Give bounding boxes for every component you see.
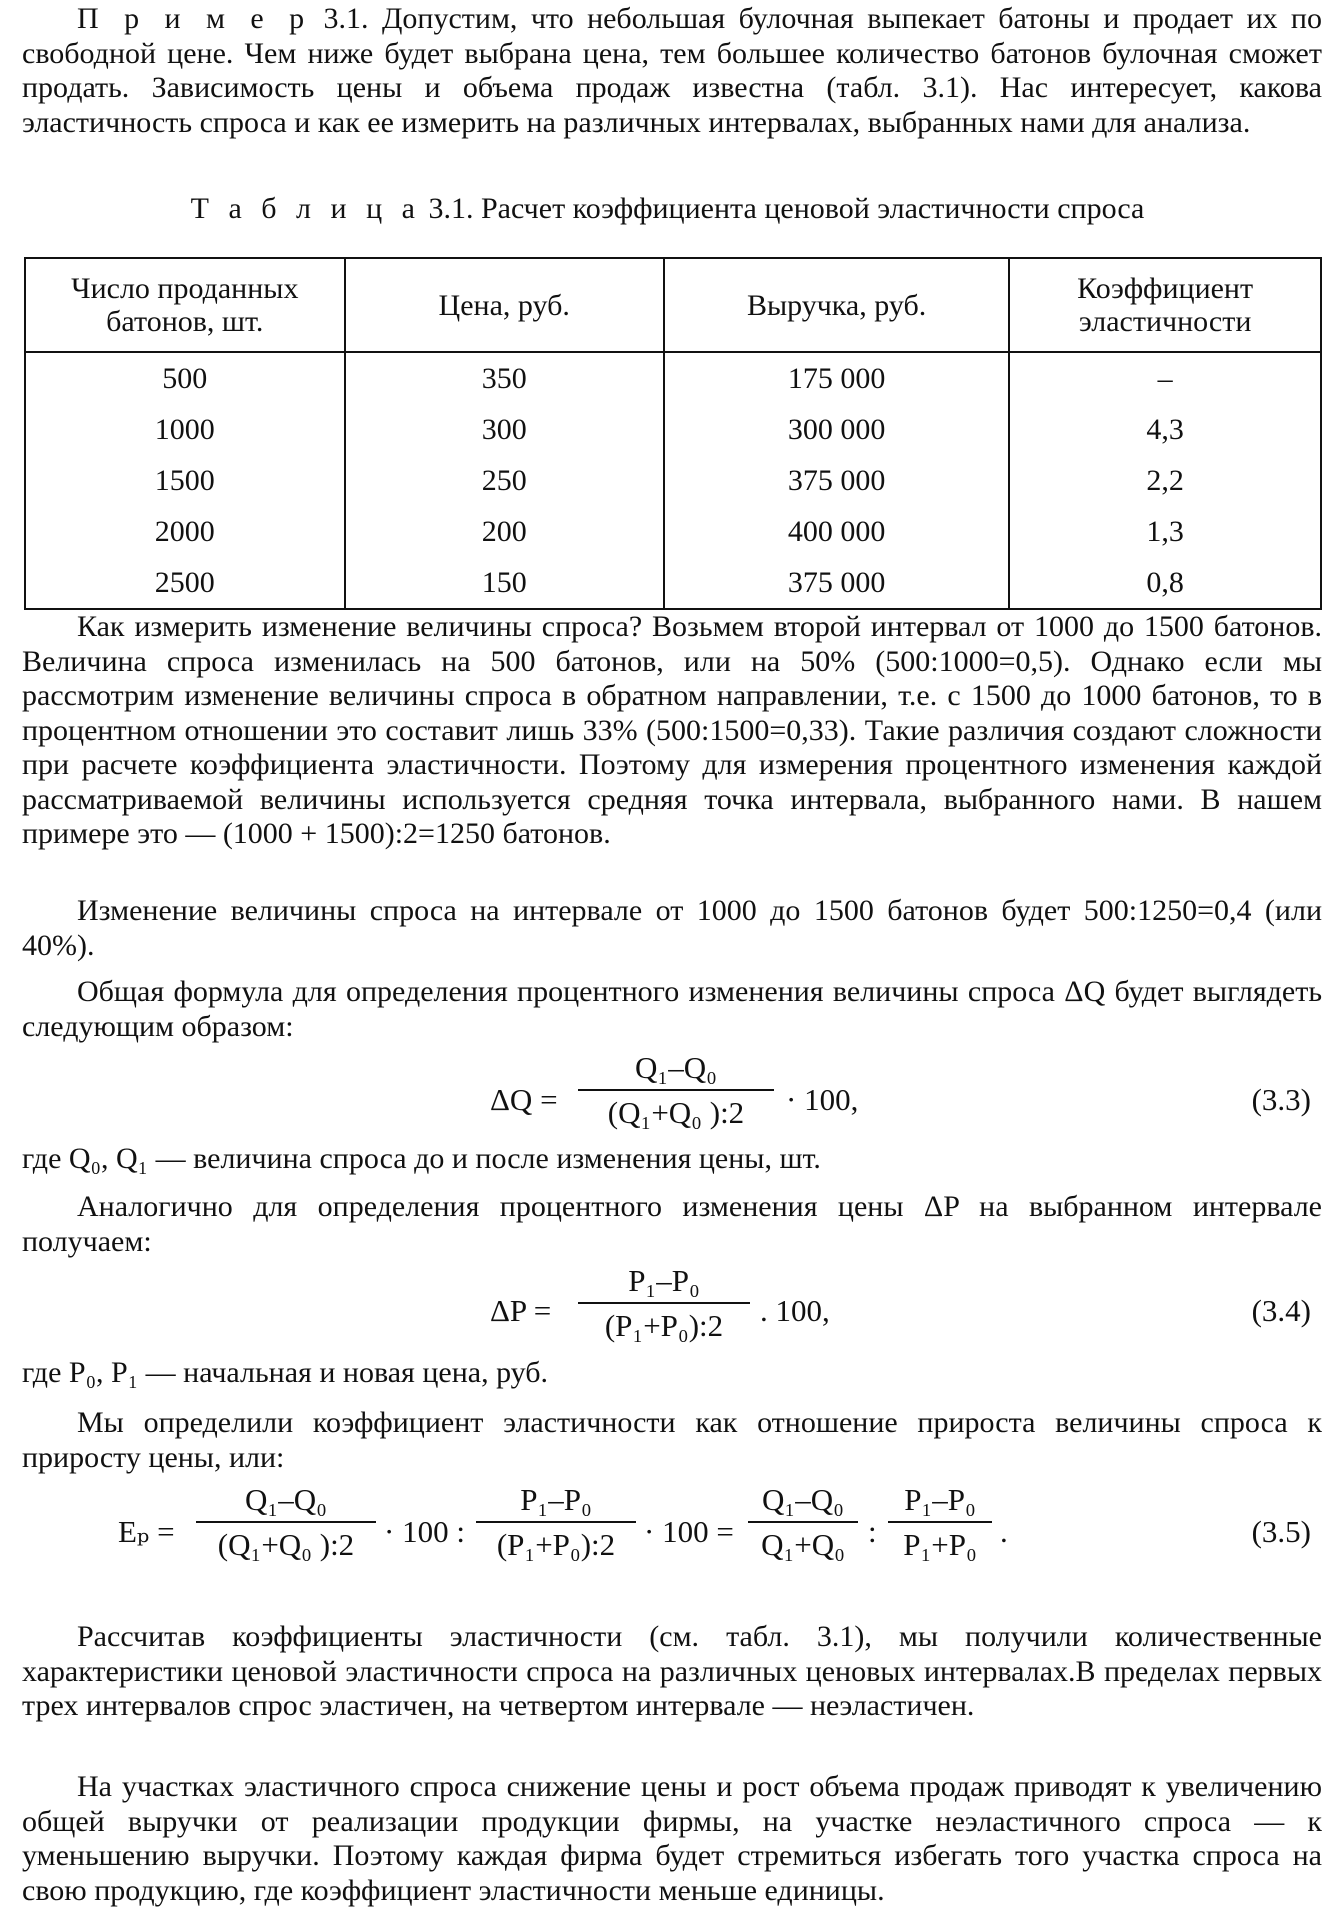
formula-3-5-fraction-2 — [476, 1482, 636, 1563]
formula-3-3-tail: · 100, — [786, 1082, 859, 1117]
formula-3-5-op-1: · 100 : — [384, 1514, 465, 1549]
formula-3-3-numerator: Q₁–Q₀ — [578, 1050, 774, 1091]
formula-3-4-denominator: (P₁+P₀):2 — [604, 1308, 724, 1343]
column-header-quantity: Число проданных батонов, шт. — [25, 258, 345, 352]
table-caption-label: Т а б л и ц а — [190, 192, 421, 225]
formula-3-3-lhs: ΔQ = — [490, 1082, 558, 1117]
table-cell: 2,2 — [1009, 455, 1321, 506]
table-cell: 4,3 — [1009, 404, 1321, 455]
paragraph-conclusion: Рассчитав коэффициенты эластичности (см. табл. 3.1), мы получили количественные характеристики ценовой эластичности спроса на различных ценовых интервалах.В пределах первых трех интервалов спрос эластичен, на четвертом интервале — неэластичен. — [22, 1620, 1322, 1722]
table-row — [25, 557, 1321, 609]
table-caption — [0, 192, 1335, 226]
table-cell: 150 — [345, 557, 664, 609]
table-cell: 0,8 — [1009, 557, 1321, 609]
formula-3-4-lhs: ΔP = — [490, 1293, 552, 1328]
table-cell: 350 — [345, 352, 664, 404]
formula-3-3-fraction — [578, 1050, 774, 1131]
paragraph-interval-change: Изменение величины спроса на интервале от 1000 до 1500 батонов будет 500:1250=0,4 (или 40%). — [22, 894, 1322, 962]
formula-3-5-numerator-2: P₁–P₀ — [476, 1482, 636, 1523]
paragraph-measure-change: Как измерить изменение величины спроса? Возьмем второй интервал от 1000 до 1500 батонов. Величина спроса изменилась на 500 батонов, или на 50% (500:1000=0,5). Однако если мы рассмотрим изменение величины спроса в обратном направлении, т.е. с 1500 до 1000 батонов, то в процентном отношении это составит лишь 33% (500:1500=0,33). Такие различия создают сложности при расчете коэффициента эластичности. Поэтому для измерения процентного изменения каждой рассматриваемой величины используется средняя точка интервала, выбранного нами. В нашем примере это — (1000 + 1500):2=1250 батонов. — [22, 610, 1322, 850]
formula-3-5-numerator-4: P₁–P₀ — [888, 1482, 992, 1523]
table-cell: 375 000 — [664, 557, 1009, 609]
paragraph-price-change: Аналогично для определения процентного изменения цены ΔP на выбранном интервале получаем: — [22, 1190, 1322, 1258]
formula-3-5-op-3: : — [868, 1514, 877, 1549]
paragraph-revenue-effect: На участках эластичного спроса снижение цены и рост объема продаж приводят к увеличению общей выручки от реализации продукции фирмы, на участке неэластичного спроса — к уменьшению выручки. Поэтому каждая фирма будет стремиться избегать того участка спроса на свою продукцию, где коэффициент эластичности меньше единицы. — [22, 1770, 1322, 1907]
example-text: 3.1. Допустим, что небольшая булочная выпекает батоны и продает их по свободной цене. Чем ниже будет выбрана цена, тем большее количество батонов булочная сможет продать. Зависимость цены и объема продаж известна (табл. 3.1). Нас интересует, какова эластичность спроса и как ее измерить на различных интервалах, выбранных нами для анализа. — [22, 2, 1322, 139]
formula-3-5-number: (3.5) — [1251, 1514, 1311, 1549]
table-row — [25, 506, 1321, 557]
column-header-revenue: Выручка, руб. — [664, 258, 1009, 352]
table-cell: 300 000 — [664, 404, 1009, 455]
column-header-elasticity: Коэффициент эластичности — [1009, 258, 1321, 352]
formula-3-5-denominator-1: (Q₁+Q₀ ):2 — [217, 1527, 355, 1562]
formula-3-5-op-4: . — [1000, 1514, 1008, 1549]
formula-3-5-numerator-3: Q₁–Q₀ — [748, 1482, 858, 1523]
elasticity-table — [24, 257, 1322, 610]
paragraph-q-definition: где Q₀, Q₁ — величина спроса до и после изменения цены, шт. — [22, 1142, 821, 1175]
table-row — [25, 352, 1321, 404]
example-label: П р и м е р — [77, 2, 311, 35]
formula-3-4-number: (3.4) — [1251, 1293, 1311, 1328]
table-cell: 1000 — [25, 404, 345, 455]
formula-3-3-number: (3.3) — [1251, 1082, 1311, 1117]
table-cell: 1500 — [25, 455, 345, 506]
formula-3-4-numerator: P₁–P₀ — [578, 1263, 750, 1304]
formula-3-5-denominator-3: Q₁+Q₀ — [761, 1527, 845, 1562]
formula-3-5-fraction-1 — [196, 1482, 376, 1563]
table-cell: 200 — [345, 506, 664, 557]
table-cell: 2000 — [25, 506, 345, 557]
paragraph-general-formula: Общая формула для определения процентного изменения величины спроса ΔQ будет выглядеть следующим образом: — [22, 975, 1322, 1043]
table-cell: 375 000 — [664, 455, 1009, 506]
paragraph-p-definition: где P₀, P₁ — начальная и новая цена, руб. — [22, 1356, 549, 1389]
table-cell: 250 — [345, 455, 664, 506]
table-row — [25, 455, 1321, 506]
formula-3-4-tail: . 100, — [760, 1293, 830, 1328]
formula-3-4-fraction — [578, 1263, 750, 1344]
column-header-price: Цена, руб. — [345, 258, 664, 352]
table-cell: 175 000 — [664, 352, 1009, 404]
table-cell: 400 000 — [664, 506, 1009, 557]
formula-3-5-fraction-4 — [888, 1482, 992, 1563]
formula-3-5-lhs: Eₚ = — [118, 1514, 175, 1549]
formula-3-5-fraction-3 — [748, 1482, 858, 1563]
table-cell: – — [1009, 352, 1321, 404]
formula-3-5-op-2: · 100 = — [644, 1514, 734, 1549]
table-cell: 2500 — [25, 557, 345, 609]
table-cell: 1,3 — [1009, 506, 1321, 557]
table-caption-text: 3.1. Расчет коэффициента ценовой эластичности спроса — [420, 192, 1145, 225]
table-cell: 500 — [25, 352, 345, 404]
formula-3-3-denominator: (Q₁+Q₀ ):2 — [607, 1095, 745, 1130]
example-paragraph — [22, 2, 1322, 140]
paragraph-elasticity-definition: Мы определили коэффициент эластичности как отношение прироста величины спроса к приросту цены, или: — [22, 1406, 1322, 1474]
formula-3-5 — [0, 1480, 1335, 1590]
formula-3-5-denominator-2: (P₁+P₀):2 — [496, 1527, 616, 1562]
formula-3-5-denominator-4: P₁+P₀ — [903, 1527, 977, 1562]
table-row — [25, 404, 1321, 455]
table-header-row — [25, 258, 1321, 352]
formula-3-5-numerator-1: Q₁–Q₀ — [196, 1482, 376, 1523]
table-cell: 300 — [345, 404, 664, 455]
